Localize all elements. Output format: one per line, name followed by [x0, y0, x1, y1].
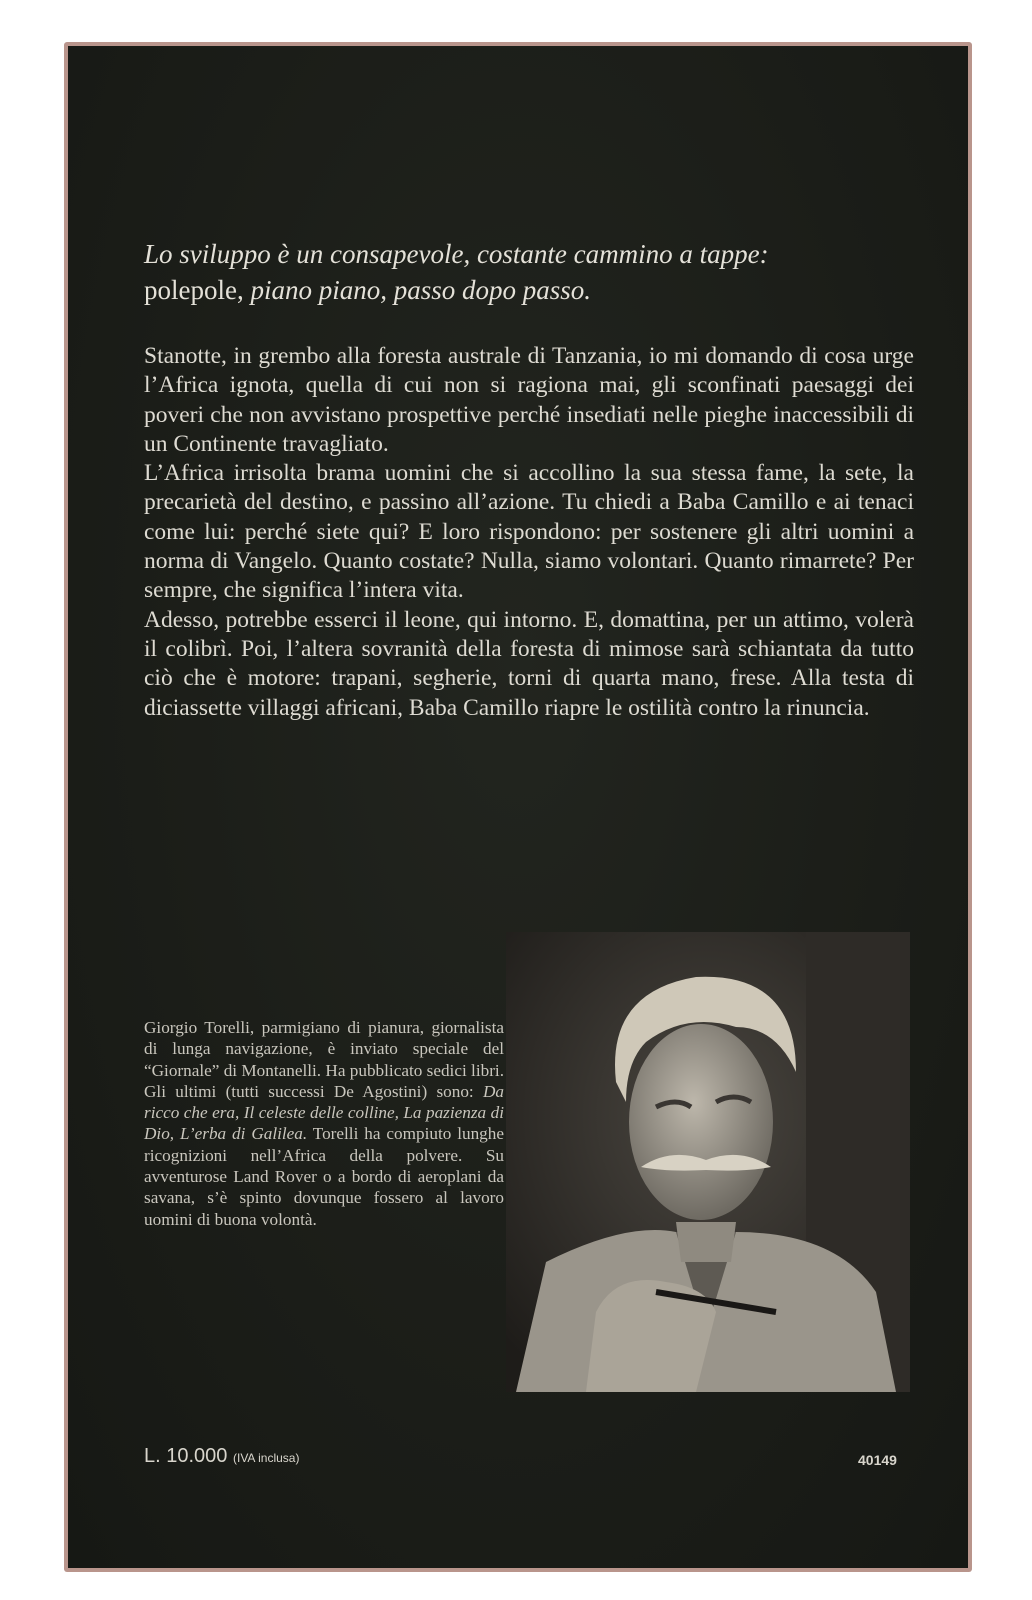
- bio-travels: Torelli ha compiuto lunghe ricognizioni nell’Africa della polvere. Su avventurose Land Rover o a bordo di aeroplani da savana, s’è spinto dovunque fossero al lavoro uomini di buona volontà.: [144, 1124, 504, 1229]
- price-label: [144, 1445, 299, 1468]
- price-amount: L. 10.000: [144, 1445, 228, 1467]
- quote-line-2: [144, 272, 914, 308]
- author-photo: [506, 932, 910, 1392]
- author-bio: [144, 1017, 504, 1230]
- blurb-paragraph-3: Adesso, potrebbe esserci il leone, qui intorno. E, domattina, per un attimo, volerà il colibrì. Poi, l’altera sovranità della foresta di mimose sarà schiantata da tutto ciò che è motore: trapani, segherie, torni di quarta mano, frese. Alla testa di diciassette villaggi africani, Baba Camillo riapre le ostilità contro la rinuncia.: [144, 606, 914, 721]
- quote-line-1: Lo sviluppo è un consapevole, costante cammino a tappe:: [144, 239, 769, 269]
- quote-translation: piano piano, passo dopo passo.: [250, 275, 592, 305]
- epigraph-quote: [144, 236, 914, 308]
- price-vat-note: (IVA inclusa): [232, 1451, 300, 1465]
- blurb-paragraph-1: Stanotte, in grembo alla foresta australe di Tanzania, io mi domando di cosa urge l’Africa ignota, quella di cui non si ragiona mai, gli sconfinati paesaggi dei poveri che non avvistano prospettive perché insediati nelle pieghe inaccessibili di un Continente travagliato.: [144, 343, 914, 457]
- bio-intro: Giorgio Torelli, parmigiano di pianura, giornalista di lunga navigazione, è inviato speciale del “Giornale” di Montanelli. Ha pubblicato sedici libri. Gli ultimi (tutti successi De Agostini) sono:: [144, 1018, 504, 1101]
- blurb-text: [144, 342, 914, 723]
- catalog-code: 40149: [858, 1452, 897, 1468]
- author-portrait-image: [506, 932, 910, 1392]
- quote-word-polepole: polepole,: [144, 275, 244, 305]
- blurb-paragraph-2: L’Africa irrisolta brama uomini che si accollino la sua stessa fame, la sete, la precarietà del destino, e passino all’azione. Tu chiedi a Baba Camillo e ai tenaci come lui: perché siete qui? E loro rispondono: per sostenere gli altri uomini a norma di Vangelo. Quanto costate? Nulla, siamo volontari. Quanto rimarrete? Per sempre, che significa l’intera vita.: [144, 460, 914, 604]
- bio-book-titles: Da ricco che era, Il celeste delle colline, La pazienza di Dio, L’erba di Galilea.: [144, 1081, 504, 1144]
